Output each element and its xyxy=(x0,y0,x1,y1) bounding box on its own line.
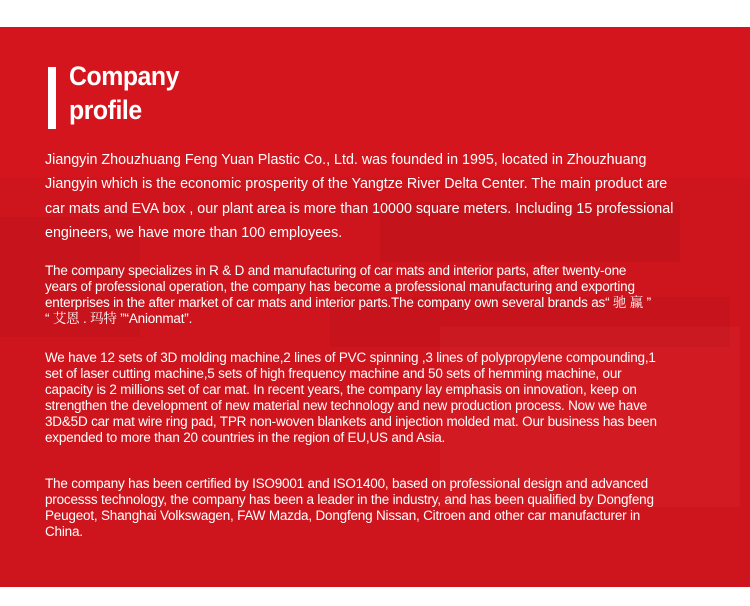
company-profile-panel xyxy=(0,27,750,587)
equipment-paragraph: We have 12 sets of 3D molding machine,2 lines of PVC spinning ,3 lines of polypropylene compounding,1 set of laser cutting machine,5 sets of high frequency machine and 50 sets of hemming machine, our capacity is 2 millions set of car mat. In recent years, the company lay emphasis on innovation, keep on strengthen the development of new material new technology and new production process. Now we have 3D&5D car mat wire ring pad, TPR non-woven blankets and injection molded mat. Our business has been expended to more than 20 countries in the region of EU,US and Asia. xyxy=(45,350,657,445)
specialization-paragraph: The company specializes in R & D and manufacturing of car mats and interior parts, after twenty-one years of professional operation, the company has become a professional manufacturing and exporting enterprises in the after market of car mats and interior parts.The company own several brands as“ 驰 赢 ” “ 艾恩 . 玛特 ”“Anionmat”. xyxy=(45,263,651,326)
section-title xyxy=(69,59,179,127)
intro-paragraph: Jiangyin Zhouzhuang Feng Yuan Plastic Co., Ltd. was founded in 1995, located in Zhouzhuang Jiangyin which is the economic prosperity of the Yangtze River Delta Center. The main product are car mats and EVA box , our plant area is more than 10000 square meters. Including 15 professional engineers, we have more than 100 employees. xyxy=(45,152,674,241)
title-line-2: profile xyxy=(69,95,142,125)
title-accent-bar xyxy=(48,67,56,129)
certification-paragraph: The company has been certified by ISO9001 and ISO1400, based on professional design and advanced processs technology, the company has been a leader in the industry, and has been qualified by Dongfeng Peugeot, Shanghai Volkswagen, FAW Mazda, Dongfeng Nissan, Citroen and other car manufacturer in China. xyxy=(45,476,654,539)
title-line-1: Company xyxy=(69,61,179,91)
